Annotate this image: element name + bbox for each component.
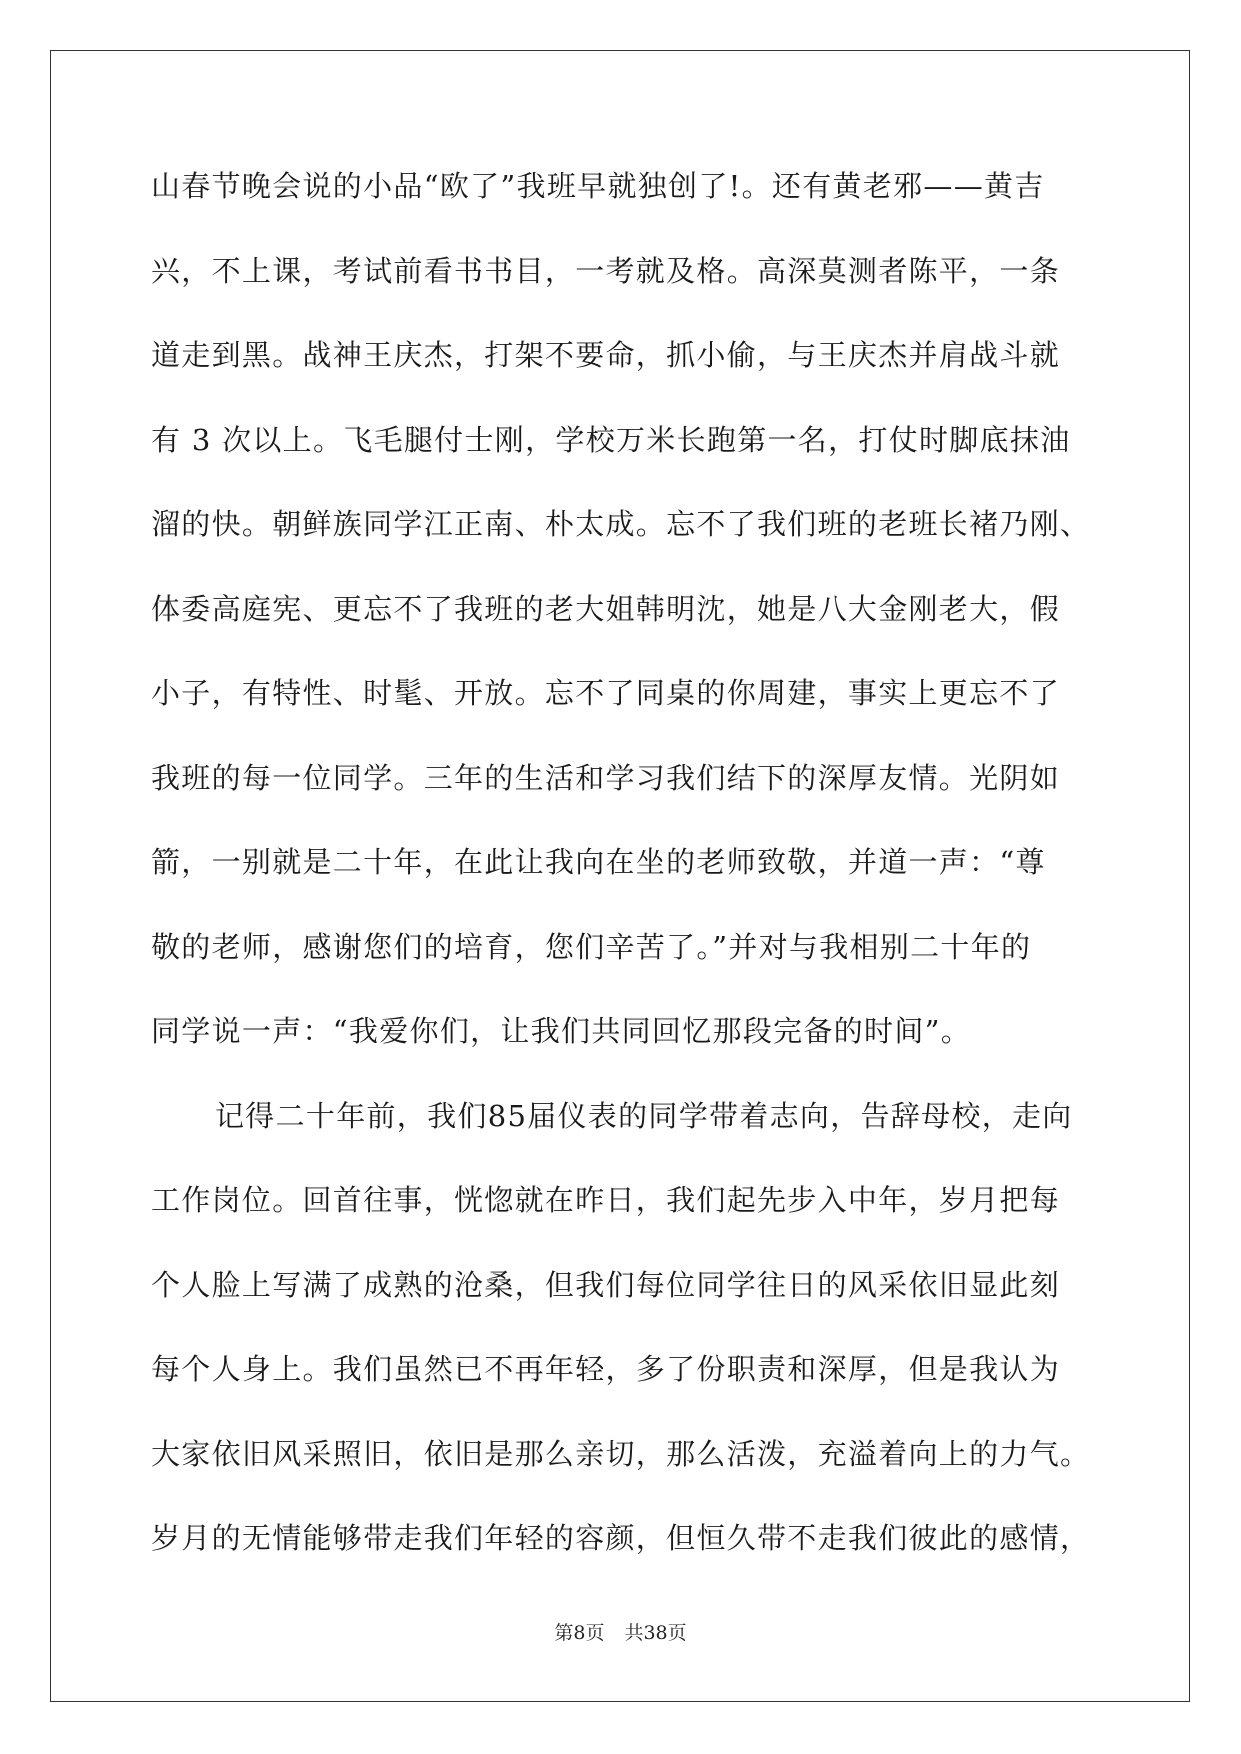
text-line: 溜的快。朝鲜族同学江正南、朴太成。忘不了我们班的老班长褚乃刚、 [151,507,1091,541]
text-line: 个人脸上写满了成熟的沧桑，但我们每位同学往日的风采依旧显此刻 [151,1267,1061,1302]
text-line: 山春节晚会说的小品“欧了”我班早就独创了!。还有黄老邪——黄吉 [151,169,1045,203]
text-line: 岁月的无情能够带走我们年轻的容颜，但恒久带不走我们彼此的感情， [151,1521,1091,1555]
text-line: 有 3 次以上。飞毛腿付士刚，学校万米长跑第一名，打仗时脚底抹油 [151,422,1071,457]
page-total: 共38页 [624,1622,687,1644]
text-line: 道走到黑。战神王庆杰，打架不要命，抓小偷，与王庆杰并肩战斗就 [151,338,1061,372]
document-body [151,162,1126,1599]
text-line: 同学说一声：“我爱你们，让我们共同回忆那段完备的时间”。 [151,1014,972,1048]
text-line: 我班的每一位同学。三年的生活和学习我们结下的深厚友情。光阴如 [151,760,1061,795]
text-line: 箭，一别就是二十年，在此让我向在坐的老师致敬，并道一声：“尊 [151,845,1046,879]
text-line: 小子，有特性、时髦、开放。忘不了同桌的你周建，事实上更忘不了 [151,676,1061,710]
text-line: 每个人身上。我们虽然已不再年轻，多了份职责和深厚，但是我认为 [151,1352,1061,1386]
text-line: 敬的老师，感谢您们的培育，您们辛苦了。”并对与我相别二十年的 [151,929,1032,964]
paragraph-first-line: 记得二十年前，我们85届仪表的同学带着志向，告辞母校，走向 [215,1098,1073,1133]
text-line: 兴，不上课，考试前看书书目，一考就及格。高深莫测者陈平，一条 [151,253,1061,288]
page-number: 第8页 [554,1622,605,1644]
page-footer [0,1618,1241,1645]
text-line: 工作岗位。回首往事，恍惚就在昨日，我们起先步入中年，岁月把每 [151,1183,1061,1217]
text-line: 体委高庭宪、更忘不了我班的老大姐韩明沈，她是八大金刚老大，假 [151,591,1061,626]
text-line: 大家依旧风采照旧，依旧是那么亲切，那么活泼，充溢着向上的力气。 [151,1436,1091,1471]
